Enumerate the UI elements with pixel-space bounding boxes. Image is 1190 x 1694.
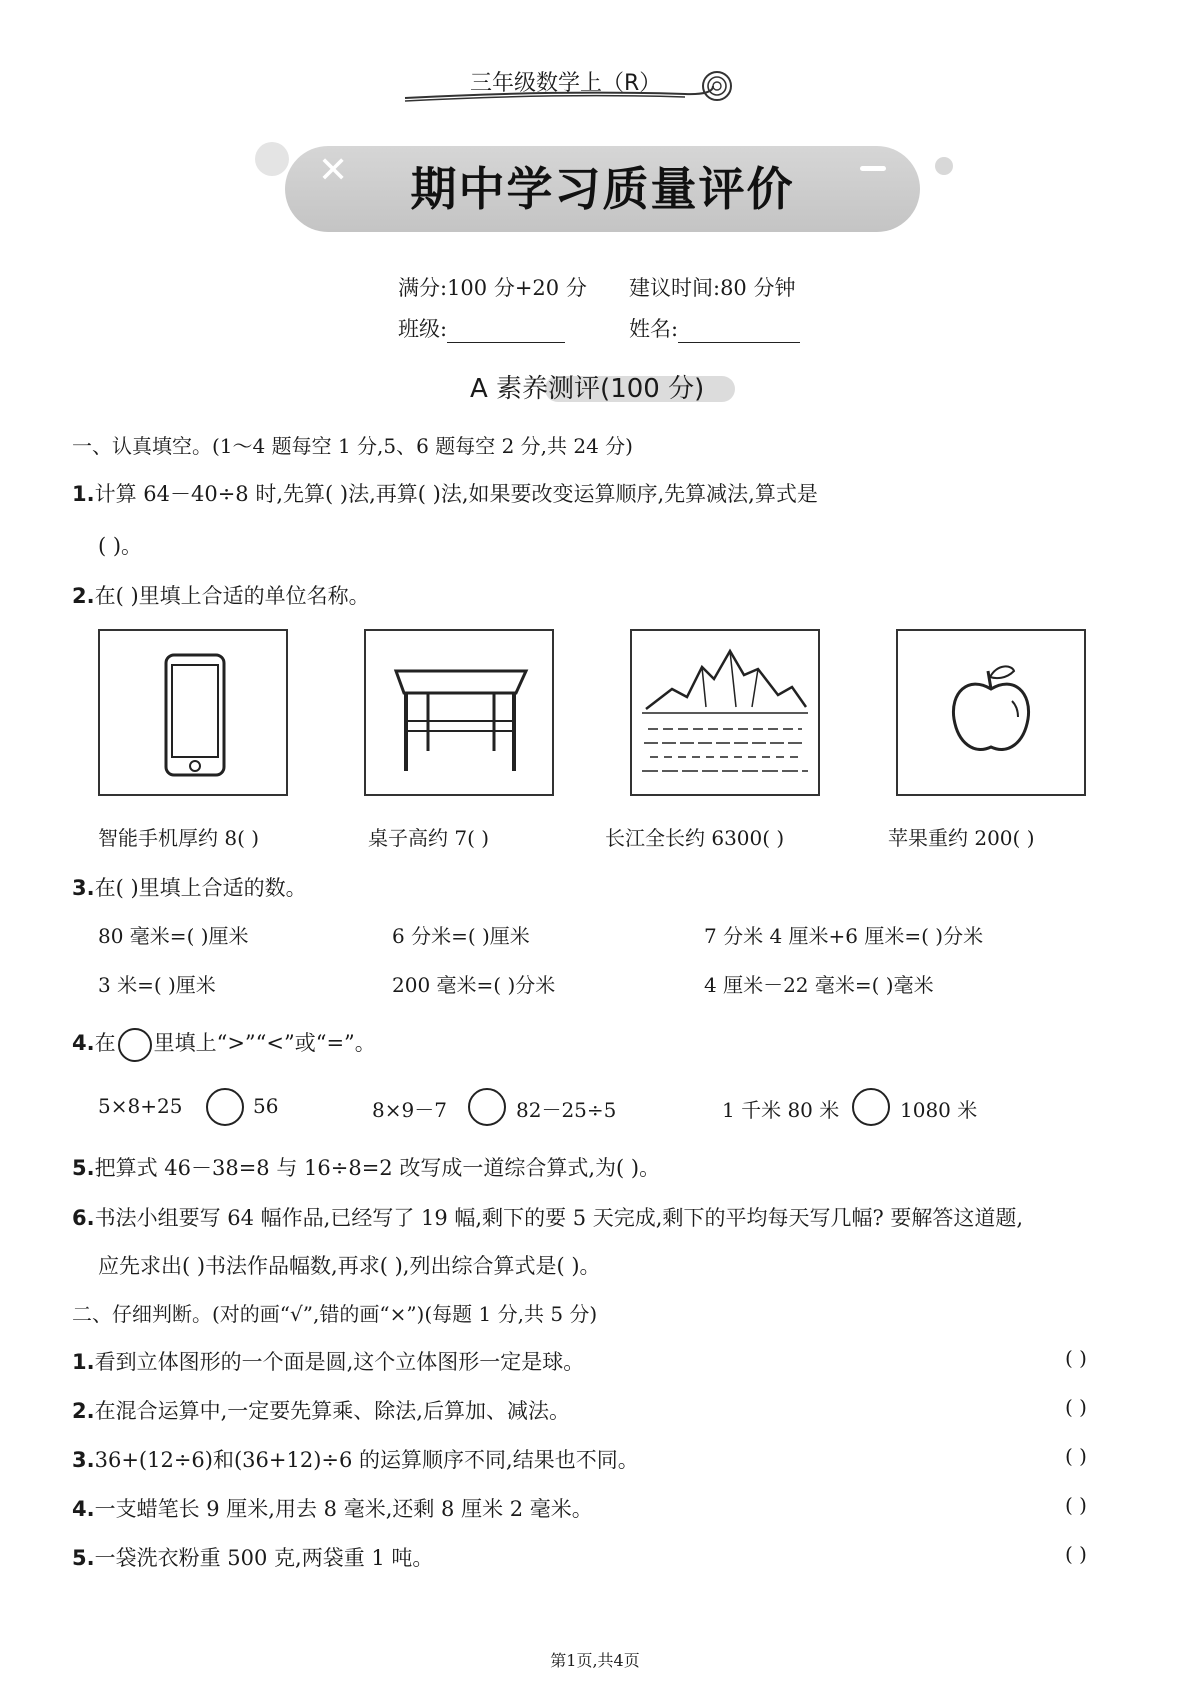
smartphone-icon [100, 631, 286, 794]
judge-answer-blank[interactable]: ( ) [1065, 1395, 1087, 1419]
q3 [72, 872, 307, 902]
name-label: 姓名: [629, 317, 679, 341]
q1-line1 [72, 478, 818, 508]
mountain-river-picture [630, 629, 820, 796]
judge-text: 36+(12÷6)和(36+12)÷6 的运算顺序不同,结果也不同。 [94, 1448, 639, 1472]
judge-item [72, 1542, 433, 1572]
judge-answer-blank[interactable]: ( ) [1065, 1493, 1087, 1517]
compare-circle[interactable] [468, 1088, 506, 1126]
apple-picture [896, 629, 1086, 796]
compare-circle[interactable] [852, 1088, 890, 1126]
q4-number: 4. [72, 1031, 95, 1055]
page-footer: 第1页,共4页 [550, 1651, 640, 1670]
judge-number: 5. [72, 1546, 95, 1570]
q1-number: 1. [72, 482, 95, 506]
q3-item: 200 毫米=( )分米 [392, 973, 556, 997]
q6-text: 书法小组要写 64 幅作品,已经写了 19 幅,剩下的要 5 天完成,剩下的平均每天写几幅? 要解答这道题, [94, 1206, 1024, 1230]
judge-text: 一支蜡笔长 9 厘米,用去 8 毫米,还剩 8 厘米 2 毫米。 [94, 1497, 593, 1521]
banner-bubble-left [255, 142, 289, 176]
q4-left: 8×9－7 [372, 1098, 447, 1122]
q3-item: 6 分米=( )厘米 [392, 924, 530, 948]
q4-text-a: 在 [94, 1031, 116, 1055]
q4-circle-icon [118, 1028, 152, 1062]
judge-item [72, 1346, 584, 1376]
judge-item [72, 1395, 570, 1425]
apple-icon [898, 631, 1084, 794]
q6-number: 6. [72, 1206, 95, 1230]
q3-item: 7 分米 4 厘米+6 厘米=( )分米 [704, 924, 984, 948]
q1-text: 计算 64－40÷8 时,先算( )法,再算( )法,如果要改变运算顺序,先算减法,算式是 [94, 482, 818, 506]
q3-text: 在( )里填上合适的数。 [94, 876, 307, 900]
judge-text: 在混合运算中,一定要先算乘、除法,后算加、减法。 [94, 1399, 570, 1423]
mountain-icon [632, 631, 818, 794]
q3-number: 3. [72, 876, 95, 900]
q5-number: 5. [72, 1156, 95, 1180]
desk-icon [366, 631, 552, 794]
name-blank[interactable] [678, 318, 800, 343]
judge-answer-blank[interactable]: ( ) [1065, 1542, 1087, 1566]
q2-caption-desk: 桌子高约 7( ) [368, 826, 490, 850]
q5 [72, 1152, 660, 1182]
q4-left: 5×8+25 [98, 1094, 183, 1118]
q4-left: 1 千米 80 米 [722, 1098, 840, 1122]
section-a-heading: A 素养测评(100 分) [470, 374, 705, 404]
q4-right: 1080 米 [900, 1098, 978, 1122]
judge-text: 看到立体图形的一个面是圆,这个立体图形一定是球。 [94, 1350, 585, 1374]
part2-title: 二、仔细判断。(对的画“√”,错的画“×”)(每题 1 分,共 5 分) [72, 1302, 598, 1326]
q3-item: 80 毫米=( )厘米 [98, 924, 249, 948]
suggested-time: 建议时间:80 分钟 [629, 276, 796, 300]
q3-item: 4 厘米－22 毫米=( )毫米 [704, 973, 934, 997]
q4-right: 82－25÷5 [516, 1098, 617, 1122]
q4-text-b: 里填上“>”“<”或“=”。 [153, 1031, 376, 1055]
banner-dot-right [935, 157, 953, 175]
judge-number: 4. [72, 1497, 95, 1521]
q1-line2: ( )。 [98, 534, 143, 558]
judge-answer-blank[interactable]: ( ) [1065, 1444, 1087, 1468]
q2-caption-apple: 苹果重约 200( ) [888, 826, 1035, 850]
judge-item [72, 1444, 639, 1474]
judge-number: 3. [72, 1448, 95, 1472]
q2 [72, 580, 370, 610]
class-label: 班级: [398, 317, 448, 341]
q4 [72, 1027, 376, 1062]
phone-picture [98, 629, 288, 796]
desk-picture [364, 629, 554, 796]
name-field [629, 313, 800, 343]
q5-text: 把算式 46－38=8 与 16÷8=2 改写成一道综合算式,为( )。 [94, 1156, 661, 1180]
close-icon: ✕ [318, 150, 349, 191]
class-blank[interactable] [447, 318, 565, 343]
q6-line1 [72, 1202, 1023, 1232]
judge-answer-blank[interactable]: ( ) [1065, 1346, 1087, 1370]
header-label: 三年级数学上（R） [470, 71, 662, 96]
page-title: 期中学习质量评价 [410, 162, 795, 216]
q2-caption-phone: 智能手机厚约 8( ) [98, 826, 260, 850]
q2-caption-river: 长江全长约 6300( ) [605, 826, 785, 850]
judge-number: 2. [72, 1399, 95, 1423]
part1-title: 一、认真填空。(1～4 题每空 1 分,5、6 题每空 2 分,共 24 分) [72, 434, 633, 458]
q2-number: 2. [72, 584, 95, 608]
q4-right: 56 [253, 1094, 279, 1118]
q2-text: 在( )里填上合适的单位名称。 [94, 584, 370, 608]
full-score: 满分:100 分+20 分 [398, 276, 587, 300]
q3-item: 3 米=( )厘米 [98, 973, 216, 997]
judge-item [72, 1493, 593, 1523]
class-field [398, 313, 565, 343]
judge-text: 一袋洗衣粉重 500 克,两袋重 1 吨。 [94, 1546, 434, 1570]
judge-number: 1. [72, 1350, 95, 1374]
compare-circle[interactable] [206, 1088, 244, 1126]
q6-line2: 应先求出( )书法作品幅数,再求( ),列出综合算式是( )。 [98, 1254, 601, 1278]
